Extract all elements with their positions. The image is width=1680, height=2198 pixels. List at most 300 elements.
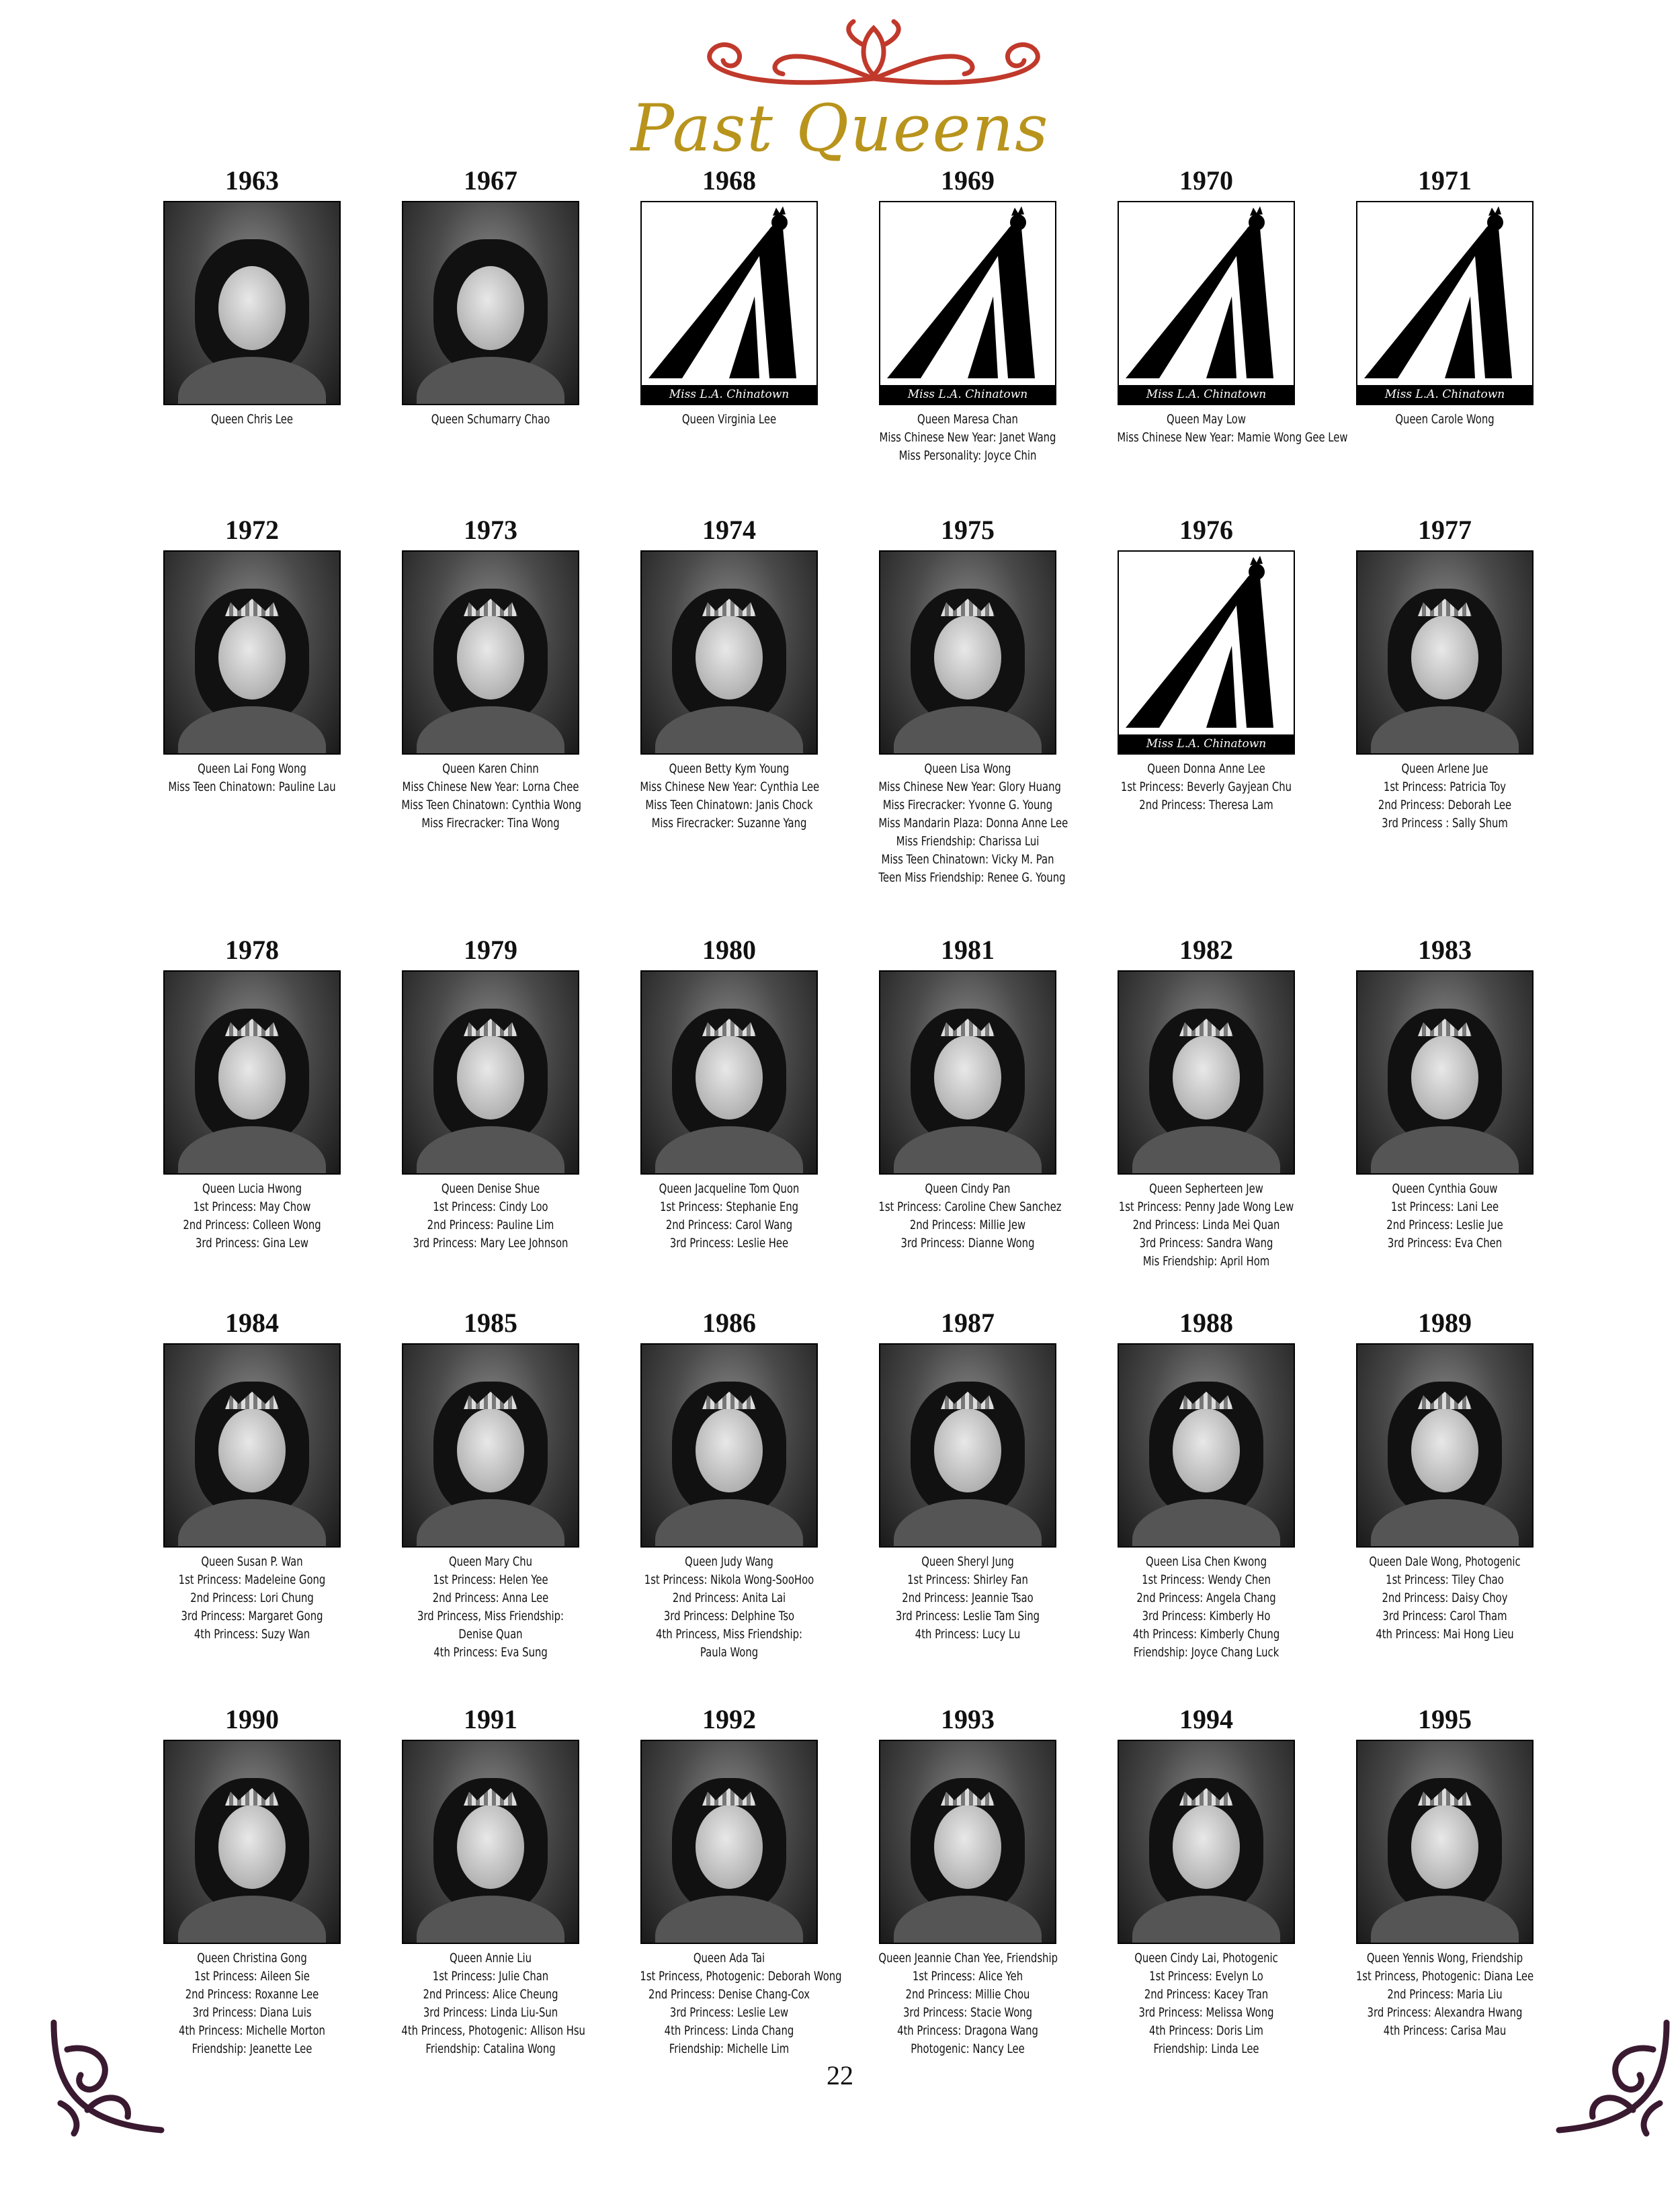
page-title: Past Queens xyxy=(630,91,1050,166)
court-member: 3rd Princess: Diana Luis xyxy=(192,2005,312,2020)
logo-caption: Miss L.A. Chinatown xyxy=(1119,734,1294,753)
court-member: 1st Princess: Penny Jade Wong Lew xyxy=(1118,1199,1294,1214)
queen-caption xyxy=(640,1949,842,2058)
year-label: 1981 xyxy=(941,935,995,965)
queen-name: Queen Jeannie Chan Yee, Friendship xyxy=(878,1951,1058,1965)
queen-caption xyxy=(640,411,818,429)
court-member: Miss Teen Chinatown: Janis Chock xyxy=(645,798,813,812)
queen-name: Queen Jacqueline Tom Quon xyxy=(659,1181,800,1196)
court-member: 1st Princess: Madeleine Gong xyxy=(178,1572,326,1587)
page-number: 22 xyxy=(827,2060,853,2090)
photo-gown xyxy=(894,1126,1042,1175)
court-member: 3rd Princess: Delphine Tso xyxy=(663,1609,795,1623)
queen-portrait-photo xyxy=(163,1740,341,1944)
photo-gown xyxy=(1132,1126,1280,1175)
queen-portrait-photo xyxy=(640,1343,818,1548)
queen-name: Queen Maresa Chan xyxy=(917,412,1018,427)
queen-caption xyxy=(1355,1180,1534,1253)
court-member: 1st Princess: Shirley Fan xyxy=(907,1572,1028,1587)
queen-caption xyxy=(1117,760,1295,814)
court-member: 3rd Princess: Sandra Wang xyxy=(1139,1236,1273,1251)
court-member: 4th Princess: Linda Chang xyxy=(664,2023,794,2038)
queen-portrait-photo xyxy=(1356,1343,1534,1548)
court-member: 4th Princess, Miss Friendship: xyxy=(655,1627,803,1642)
court-member: Friendship: Joyce Chang Luck xyxy=(1133,1645,1279,1660)
logo-graphic xyxy=(1119,202,1294,385)
queen-card xyxy=(138,934,366,1253)
queen-name: Queen May Low xyxy=(1167,412,1246,427)
queen-name: Queen Chris Lee xyxy=(210,412,294,427)
court-member: 2nd Princess: Jeannie Tsao xyxy=(902,1591,1034,1605)
court-member: 4th Princess: Suzy Wan xyxy=(194,1627,310,1642)
queen-portrait-photo xyxy=(163,1343,341,1548)
year-label: 1991 xyxy=(464,1704,517,1734)
miss-la-chinatown-logo xyxy=(879,201,1056,405)
court-member: 1st Princess: Caroline Chew Sanchez xyxy=(878,1199,1062,1214)
court-member: 3rd Princess: Kimberly Ho xyxy=(1142,1609,1271,1623)
court-member: 1st Princess, Photogenic: Deborah Wong xyxy=(640,1969,842,1984)
photo-face xyxy=(218,1805,286,1889)
year-label: 1972 xyxy=(225,515,279,545)
year-label: 1969 xyxy=(941,165,995,196)
court-member: 3rd Princess: Gina Lew xyxy=(195,1236,309,1251)
photo-face xyxy=(1173,1035,1240,1119)
queen-caption xyxy=(640,1180,818,1253)
court-member: Miss Chinese New Year: Janet Wang xyxy=(879,430,1056,445)
photo-gown xyxy=(655,1896,803,1944)
logo-caption: Miss L.A. Chinatown xyxy=(1357,385,1532,404)
court-member: 4th Princess, Photogenic: Allison Hsu xyxy=(401,2023,585,2038)
photo-gown xyxy=(417,357,564,405)
court-member: 3rd Princess: Margaret Gong xyxy=(181,1609,323,1623)
logo-graphic xyxy=(1357,202,1532,385)
queen-portrait-photo xyxy=(1118,970,1295,1175)
queen-name: Queen Mary Chu xyxy=(449,1554,532,1569)
queen-card xyxy=(853,1703,1082,2058)
photo-face xyxy=(457,1035,524,1119)
year-label: 1992 xyxy=(702,1704,756,1734)
queen-portrait-photo xyxy=(640,550,818,755)
queen-card xyxy=(1331,1703,1559,2040)
year-label: 1968 xyxy=(702,165,756,196)
queen-caption xyxy=(401,1949,585,2058)
queen-portrait-photo xyxy=(879,1343,1056,1548)
queen-card xyxy=(376,934,605,1253)
photo-face xyxy=(1411,1035,1478,1119)
photo-gown xyxy=(178,357,326,405)
court-member: Miss Firecracker: Suzanne Yang xyxy=(651,816,807,831)
queen-portrait-photo xyxy=(879,550,1056,755)
queen-name: Queen Ada Tai xyxy=(693,1951,765,1965)
miss-la-chinatown-logo xyxy=(1356,201,1534,405)
court-member: 2nd Princess: Anita Lai xyxy=(672,1591,786,1605)
queen-name: Queen Sepherteen Jew xyxy=(1149,1181,1263,1196)
court-member: 1st Princess: Wendy Chen xyxy=(1142,1572,1271,1587)
photo-face xyxy=(218,1035,286,1119)
court-member: 2nd Princess: Pauline Lim xyxy=(427,1218,554,1232)
court-member: 2nd Princess: Linda Mei Quan xyxy=(1132,1218,1280,1232)
queen-caption xyxy=(163,760,341,796)
court-member: Miss Chinese New Year: Mamie Wong Gee Lew xyxy=(1117,430,1348,445)
queen-caption xyxy=(163,1180,341,1253)
court-member: Miss Chinese New Year: Lorna Chee xyxy=(402,779,579,794)
photo-gown xyxy=(417,1499,564,1548)
queen-portrait-photo xyxy=(163,201,341,405)
court-member: 3rd Princess: Eva Chen xyxy=(1387,1236,1503,1251)
queen-card xyxy=(853,514,1082,887)
year-label: 1993 xyxy=(941,1704,995,1734)
court-member: 3rd Princess: Leslie Lew xyxy=(669,2005,789,2020)
photo-gown xyxy=(1371,706,1519,755)
queen-portrait-photo xyxy=(640,970,818,1175)
court-member: 3rd Princess: Stacie Wong xyxy=(902,2005,1033,2020)
miss-la-chinatown-logo xyxy=(1118,201,1295,405)
court-member: Friendship: Catalina Wong xyxy=(425,2041,556,2056)
year-label: 1974 xyxy=(702,515,756,545)
miss-la-chinatown-logo xyxy=(640,201,818,405)
court-member: 2nd Princess: Millie Jew xyxy=(909,1218,1026,1232)
photo-gown xyxy=(894,706,1042,755)
year-label: 1982 xyxy=(1179,935,1233,965)
photo-gown xyxy=(178,1499,326,1548)
court-member: Miss Teen Chinatown: Cynthia Wong xyxy=(401,798,582,812)
court-member: Miss Firecracker: Tina Wong xyxy=(421,816,560,831)
photo-face xyxy=(696,616,763,700)
queen-caption xyxy=(163,411,341,429)
court-member: 1st Princess: Tiley Chao xyxy=(1386,1572,1504,1587)
court-member: 4th Princess: Mai Hong Lieu xyxy=(1376,1627,1514,1642)
court-member: 4th Princess: Michelle Morton xyxy=(179,2023,325,2038)
year-label: 1976 xyxy=(1179,515,1233,545)
court-member: Miss Teen Chinatown: Pauline Lau xyxy=(168,779,336,794)
court-member: 2nd Princess: Leslie Jue xyxy=(1386,1218,1503,1232)
photo-face xyxy=(934,1035,1001,1119)
court-member: 2nd Princess: Deborah Lee xyxy=(1378,798,1512,812)
queen-caption xyxy=(878,760,1068,887)
year-label: 1995 xyxy=(1418,1704,1472,1734)
queen-portrait-photo xyxy=(1118,1740,1295,1944)
court-member: 2nd Princess: Kacey Tran xyxy=(1144,1987,1269,2002)
photo-face xyxy=(1411,1408,1478,1492)
year-label: 1990 xyxy=(225,1704,279,1734)
photo-gown xyxy=(1132,1499,1280,1548)
photo-gown xyxy=(1371,1896,1519,1944)
queen-card xyxy=(615,1703,843,2058)
court-member: 3rd Princess: Leslie Tam Sing xyxy=(895,1609,1040,1623)
court-member: 1st Princess: Alice Yeh xyxy=(912,1969,1023,1984)
photo-face xyxy=(218,1408,286,1492)
court-member: 1st Princess, Photogenic: Diana Lee xyxy=(1355,1969,1534,1984)
queen-name: Queen Dale Wong, Photogenic xyxy=(1369,1554,1521,1569)
photo-face xyxy=(1411,1805,1478,1889)
year-label: 1985 xyxy=(464,1308,517,1338)
photo-gown xyxy=(417,706,564,755)
court-member: 1st Princess: Patricia Toy xyxy=(1383,779,1507,794)
queen-portrait-photo xyxy=(1356,970,1534,1175)
queen-caption xyxy=(878,1180,1062,1253)
court-member: 4th Princess: Doris Lim xyxy=(1149,2023,1263,2038)
court-member: Miss Mandarin Plaza: Donna Anne Lee xyxy=(878,816,1068,831)
photo-face xyxy=(696,1035,763,1119)
year-label: 1978 xyxy=(225,935,279,965)
queen-name: Queen Carole Wong xyxy=(1395,412,1495,427)
queen-name: Queen Cynthia Gouw xyxy=(1392,1181,1498,1196)
court-member: Friendship: Michelle Lim xyxy=(669,2041,790,2056)
logo-graphic xyxy=(642,202,816,385)
queen-caption xyxy=(401,1553,579,1662)
queen-card xyxy=(138,1703,366,2058)
queen-card xyxy=(615,934,843,1253)
court-member: 1st Princess: Evelyn Lo xyxy=(1149,1969,1263,1984)
court-member: 2nd Princess: Anna Lee xyxy=(432,1591,549,1605)
photo-face xyxy=(457,1805,524,1889)
queen-card xyxy=(1092,1703,1320,2058)
queen-card xyxy=(376,1703,605,2058)
court-member: 4th Princess: Eva Sung xyxy=(433,1645,548,1660)
queen-name: Queen Denise Shue xyxy=(441,1181,540,1196)
court-member: Miss Teen Chinatown: Vicky M. Pan xyxy=(881,852,1054,867)
queen-portrait-photo xyxy=(402,970,579,1175)
year-label: 1988 xyxy=(1179,1308,1233,1338)
court-member: 1st Princess: Helen Yee xyxy=(433,1572,548,1587)
queen-name: Queen Lucia Hwong xyxy=(202,1181,302,1196)
queen-card xyxy=(376,1307,605,1662)
year-label: 1989 xyxy=(1418,1308,1472,1338)
queen-caption xyxy=(401,760,582,833)
photo-gown xyxy=(894,1896,1042,1944)
photo-face xyxy=(934,1408,1001,1492)
queen-caption xyxy=(401,1180,579,1253)
court-member: 3rd Princess, Miss Friendship: xyxy=(417,1609,564,1623)
photo-face xyxy=(696,1805,763,1889)
queen-card xyxy=(1092,1307,1320,1662)
court-member: Miss Chinese New Year: Glory Huang xyxy=(878,779,1061,794)
queen-card xyxy=(615,1307,843,1662)
queen-caption xyxy=(1355,1553,1534,1644)
queen-caption xyxy=(1117,411,1348,447)
logo-graphic xyxy=(1119,552,1294,734)
court-member: 2nd Princess: Theresa Lam xyxy=(1139,798,1273,812)
court-member: Teen Miss Friendship: Renee G. Young xyxy=(878,870,1066,885)
queen-card xyxy=(615,165,843,429)
photo-gown xyxy=(655,1499,803,1548)
queen-portrait-photo xyxy=(640,1740,818,1944)
court-member: Friendship: Jeanette Lee xyxy=(192,2041,312,2056)
court-member: 1st Princess: May Chow xyxy=(193,1199,311,1214)
queen-name: Queen Lisa Chen Kwong xyxy=(1146,1554,1267,1569)
court-member: 3rd Princess: Carol Tham xyxy=(1382,1609,1507,1623)
photo-gown xyxy=(1132,1896,1280,1944)
queen-card xyxy=(1331,1307,1559,1644)
queen-caption xyxy=(640,760,818,833)
logo-caption: Miss L.A. Chinatown xyxy=(1119,385,1294,404)
court-member: 1st Princess: Aileen Sie xyxy=(194,1969,310,1984)
photo-face xyxy=(1173,1408,1240,1492)
photo-gown xyxy=(178,1896,326,1944)
queen-card xyxy=(853,1307,1082,1644)
court-member: Denise Quan xyxy=(458,1627,523,1642)
court-member: 2nd Princess: Colleen Wong xyxy=(183,1218,321,1232)
queen-name: Queen Sheryl Jung xyxy=(921,1554,1014,1569)
queen-portrait-photo xyxy=(1356,1740,1534,1944)
court-member: Miss Friendship: Charissa Lui xyxy=(896,834,1040,849)
queen-card xyxy=(1331,165,1559,429)
photo-gown xyxy=(417,1126,564,1175)
court-member: 4th Princess: Lucy Lu xyxy=(915,1627,1021,1642)
court-member: 1st Princess: Julie Chan xyxy=(432,1969,549,1984)
court-member: 3rd Princess: Dianne Wong xyxy=(900,1236,1035,1251)
queen-name: Queen Donna Anne Lee xyxy=(1147,761,1265,776)
court-member: 3rd Princess: Melissa Wong xyxy=(1138,2005,1274,2020)
court-member: 3rd Princess: Linda Liu-Sun xyxy=(423,2005,558,2020)
court-member: Friendship: Linda Lee xyxy=(1153,2041,1259,2056)
queen-caption xyxy=(401,411,579,429)
year-label: 1983 xyxy=(1418,935,1472,965)
queen-portrait-photo xyxy=(402,1740,579,1944)
queen-caption xyxy=(1117,1180,1295,1271)
queen-name: Queen Virginia Lee xyxy=(681,412,777,427)
photo-face xyxy=(457,1408,524,1492)
court-member: 3rd Princess: Alexandra Hwang xyxy=(1367,2005,1523,2020)
queen-name: Queen Betty Kym Young xyxy=(669,761,790,776)
year-label: 1970 xyxy=(1179,165,1233,196)
year-label: 1979 xyxy=(464,935,517,965)
court-member: Miss Chinese New Year: Cynthia Lee xyxy=(640,779,820,794)
queen-card xyxy=(376,165,605,429)
photo-gown xyxy=(178,706,326,755)
court-member: 2nd Princess: Denise Chang-Cox xyxy=(648,1987,810,2002)
miss-la-chinatown-logo xyxy=(1118,550,1295,755)
year-label: 1967 xyxy=(464,165,517,196)
logo-graphic xyxy=(880,202,1055,385)
court-member: 4th Princess: Kimberly Chung xyxy=(1132,1627,1280,1642)
queen-name: Queen Annie Liu xyxy=(449,1951,532,1965)
court-member: Miss Firecracker: Yvonne G. Young xyxy=(882,798,1053,812)
queen-caption xyxy=(1355,411,1534,429)
photo-face xyxy=(1411,616,1478,700)
queen-card xyxy=(376,514,605,833)
photo-face xyxy=(934,616,1001,700)
photo-gown xyxy=(178,1126,326,1175)
queen-name: Queen Yennis Wong, Friendship xyxy=(1366,1951,1523,1965)
queen-caption xyxy=(163,1553,341,1644)
court-member: 2nd Princess: Lori Chung xyxy=(190,1591,314,1605)
queen-card xyxy=(853,934,1082,1253)
court-member: 1st Princess: Nikola Wong-SooHoo xyxy=(644,1572,814,1587)
court-member: 1st Princess: Stephanie Eng xyxy=(659,1199,799,1214)
queen-portrait-photo xyxy=(163,970,341,1175)
court-member: 4th Princess: Carisa Mau xyxy=(1383,2023,1507,2038)
court-member: 2nd Princess: Roxanne Lee xyxy=(185,1987,319,2002)
court-member: 4th Princess: Dragona Wang xyxy=(897,2023,1038,2038)
queen-caption xyxy=(878,1553,1056,1644)
photo-gown xyxy=(1371,1126,1519,1175)
court-member: 3rd Princess: Leslie Hee xyxy=(669,1236,789,1251)
logo-caption: Miss L.A. Chinatown xyxy=(880,385,1055,404)
queen-caption xyxy=(1355,760,1534,833)
queen-card xyxy=(138,165,366,429)
queen-caption xyxy=(640,1553,818,1662)
queen-caption xyxy=(1117,1949,1295,2058)
court-member: Paula Wong xyxy=(700,1645,759,1660)
queen-card xyxy=(1092,165,1348,447)
queen-caption xyxy=(878,411,1056,465)
queen-name: Queen Lisa Wong xyxy=(924,761,1011,776)
court-member: 3rd Princess : Sally Shum xyxy=(1382,816,1508,831)
queen-name: Queen Judy Wang xyxy=(685,1554,773,1569)
year-label: 1963 xyxy=(225,165,279,196)
queen-card xyxy=(138,514,366,796)
queen-card xyxy=(1331,514,1559,833)
queen-card xyxy=(853,165,1082,465)
queen-portrait-photo xyxy=(879,1740,1056,1944)
year-label: 1971 xyxy=(1418,165,1472,196)
queen-portrait-photo xyxy=(1118,1343,1295,1548)
photo-gown xyxy=(1371,1499,1519,1548)
queen-name: Queen Arlene Jue xyxy=(1401,761,1488,776)
photo-gown xyxy=(655,706,803,755)
court-member: Photogenic: Nancy Lee xyxy=(911,2041,1025,2056)
year-label: 1987 xyxy=(941,1308,995,1338)
court-member: 1st Princess: Beverly Gayjean Chu xyxy=(1120,779,1292,794)
queen-name: Queen Cindy Pan xyxy=(925,1181,1011,1196)
photo-face xyxy=(457,266,524,350)
photo-gown xyxy=(417,1896,564,1944)
queen-portrait-photo xyxy=(1356,550,1534,755)
year-label: 1986 xyxy=(702,1308,756,1338)
court-member: 2nd Princess: Millie Chou xyxy=(905,1987,1030,2002)
court-member: 1st Princess: Lani Lee xyxy=(1390,1199,1499,1214)
court-member: 2nd Princess: Daisy Choy xyxy=(1382,1591,1508,1605)
queen-portrait-photo xyxy=(402,1343,579,1548)
court-member: Mis Friendship: April Hom xyxy=(1142,1254,1270,1269)
queen-card xyxy=(1092,934,1320,1271)
queen-card xyxy=(615,514,843,833)
photo-gown xyxy=(655,1126,803,1175)
queen-portrait-photo xyxy=(402,550,579,755)
queen-caption xyxy=(163,1949,341,2058)
queen-name: Queen Lai Fong Wong xyxy=(198,761,306,776)
queen-name: Queen Cindy Lai, Photogenic xyxy=(1134,1951,1278,1965)
top-flourish-ornament xyxy=(692,15,1055,95)
year-label: 1973 xyxy=(464,515,517,545)
photo-face xyxy=(457,616,524,700)
year-label: 1980 xyxy=(702,935,756,965)
photo-face xyxy=(218,616,286,700)
queen-name: Queen Schumarry Chao xyxy=(431,412,550,427)
queen-caption xyxy=(1355,1949,1534,2040)
photo-gown xyxy=(894,1499,1042,1548)
photo-face xyxy=(1173,1805,1240,1889)
court-member: Miss Personality: Joyce Chin xyxy=(898,448,1037,463)
court-member: 2nd Princess: Carol Wang xyxy=(665,1218,793,1232)
queen-portrait-photo xyxy=(163,550,341,755)
photo-face xyxy=(696,1408,763,1492)
queen-portrait-photo xyxy=(402,201,579,405)
queen-portrait-photo xyxy=(879,970,1056,1175)
queen-name: Queen Karen Chinn xyxy=(442,761,539,776)
queen-name: Queen Susan P. Wan xyxy=(201,1554,303,1569)
court-member: 3rd Princess: Mary Lee Johnson xyxy=(413,1236,569,1251)
queen-card xyxy=(1331,934,1559,1253)
queen-caption xyxy=(878,1949,1056,2058)
year-label: 1975 xyxy=(941,515,995,545)
year-label: 1994 xyxy=(1179,1704,1233,1734)
photo-face xyxy=(934,1805,1001,1889)
court-member: 2nd Princess: Alice Cheung xyxy=(423,1987,558,2002)
court-member: 1st Princess: Cindy Loo xyxy=(433,1199,548,1214)
year-label: 1984 xyxy=(225,1308,279,1338)
